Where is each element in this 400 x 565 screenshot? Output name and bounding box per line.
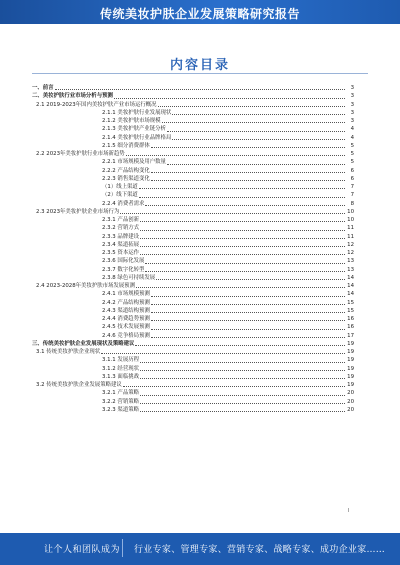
- toc-entry-label: 2.1 2019-2023年国内美妆护肤产业市场运行概况: [36, 101, 157, 108]
- toc-leader-dots: [167, 131, 345, 132]
- toc-entry-label: 2.1.2 美妆护肤市场规模: [102, 118, 161, 124]
- toc-entry[interactable]: [32, 257, 354, 265]
- toc-entry-page: 3: [350, 85, 354, 91]
- toc-leader-dots: [120, 213, 345, 214]
- toc-entry[interactable]: [32, 266, 354, 274]
- toc-entry-label: 3.1.1 发展历程: [102, 357, 139, 364]
- page-number: I: [348, 508, 350, 514]
- toc-entry-page: 20: [347, 398, 354, 405]
- toc-entry-label: 2.4.6 竞争格局预测: [102, 332, 150, 339]
- toc-entry-page: 20: [347, 390, 354, 397]
- toc-entry-page: 17: [347, 332, 354, 339]
- toc-leader-dots: [135, 345, 345, 346]
- toc-divider: [32, 73, 368, 74]
- toc-entry-page: 3: [350, 109, 354, 116]
- toc-entry[interactable]: [32, 340, 354, 348]
- toc-leader-dots: [145, 263, 345, 264]
- toc-entry-label: 2.4.2 产品结构预测: [102, 299, 150, 306]
- toc-heading: 内容目录: [169, 58, 230, 73]
- toc-entry-page: 19: [347, 357, 354, 364]
- toc-entry-page: 3: [350, 101, 354, 108]
- toc-leader-dots: [145, 271, 345, 272]
- footer-slogan-left: 让个人和团队成为: [44, 545, 121, 555]
- toc-entry-label: 2.1.1 美妆护肤行业发展现状: [102, 109, 172, 116]
- toc-leader-dots: [172, 139, 345, 140]
- toc-leader-dots: [140, 395, 345, 396]
- toc-entry-page: 7: [350, 192, 354, 199]
- toc-entry[interactable]: [32, 348, 354, 356]
- toc-entry-label: 2.1.3 美妆护肤产业链分析: [102, 126, 166, 133]
- toc-entry-label: 3.2 传统美妆护肤企业发展策略建议: [36, 382, 122, 388]
- toc-leader-dots: [151, 312, 345, 313]
- toc-entry[interactable]: [32, 282, 354, 290]
- toc-leader-dots: [126, 155, 345, 156]
- toc-entry-label: 2.4.3 渠道结构预测: [102, 307, 150, 314]
- toc-entry-page: 8: [350, 200, 354, 207]
- toc-entry-page: 19: [347, 373, 354, 380]
- toc-entry[interactable]: [32, 315, 354, 323]
- toc-entry-label: 一、前言: [32, 85, 54, 91]
- toc-entry-label: 二、美妆护肤行业市场分析与预测: [32, 93, 113, 100]
- toc-entry-label: 2.2.2 产品结构变化: [102, 167, 150, 174]
- toc-leader-dots: [151, 172, 345, 173]
- toc-leader-dots: [140, 230, 345, 231]
- toc-entry[interactable]: [32, 109, 354, 117]
- toc-entry[interactable]: [32, 200, 354, 208]
- toc-entry[interactable]: [32, 241, 354, 249]
- toc-leader-dots: [136, 287, 345, 288]
- toc-leader-dots: [167, 164, 345, 165]
- toc-entry-label: 2.4 2023-2028年美妆护肤市场发展预测: [36, 283, 135, 289]
- toc-entry[interactable]: [32, 290, 354, 298]
- toc-entry[interactable]: [32, 191, 354, 199]
- toc-leader-dots: [140, 403, 345, 404]
- toc-entry[interactable]: [32, 92, 354, 100]
- toc-entry-page: 13: [347, 266, 354, 273]
- toc-entry-label: 3.2.1 产品策略: [102, 390, 139, 397]
- toc-entry-label: 3.1.2 经营现状: [102, 365, 139, 372]
- toc-entry-label: 2.4.1 市场规模预测: [102, 291, 150, 298]
- toc-entry[interactable]: [32, 274, 354, 282]
- toc-entry[interactable]: [32, 224, 354, 232]
- toc-entry-page: 11: [347, 225, 354, 232]
- toc-entry-page: 15: [347, 299, 354, 306]
- toc-entry[interactable]: [32, 84, 354, 92]
- toc-entry[interactable]: [32, 356, 354, 364]
- toc-entry-page: 14: [347, 291, 354, 298]
- toc-leader-dots: [139, 197, 345, 198]
- toc-leader-dots: [140, 362, 345, 363]
- toc-entry-page: 10: [347, 208, 354, 215]
- toc-leader-dots: [151, 337, 345, 338]
- toc-leader-dots: [140, 238, 345, 239]
- toc-entry-label: 2.3.8 绿色可持续发展: [102, 274, 156, 281]
- toc-leader-dots: [151, 147, 345, 148]
- toc-entry[interactable]: [32, 249, 354, 257]
- toc-entry[interactable]: [32, 299, 354, 307]
- toc-leader-dots: [140, 370, 345, 371]
- toc-leader-dots: [140, 221, 345, 222]
- toc-entry[interactable]: [32, 373, 354, 381]
- toc-leader-dots: [139, 188, 345, 189]
- toc-entry[interactable]: [32, 216, 354, 224]
- toc-entry[interactable]: [32, 233, 354, 241]
- toc-entry[interactable]: [32, 406, 354, 414]
- toc-list: [32, 84, 354, 414]
- toc-entry-page: 5: [350, 159, 354, 166]
- toc-entry-page: 19: [347, 349, 354, 355]
- toc-entry[interactable]: [32, 101, 354, 109]
- toc-entry-label: 2.3.4 渠道拓展: [102, 241, 139, 248]
- toc-entry[interactable]: [32, 175, 354, 183]
- toc-entry-label: 2.3.5 资本运作: [102, 250, 139, 256]
- toc-entry-page: 12: [347, 241, 354, 248]
- toc-entry-page: 16: [347, 324, 354, 331]
- toc-entry-page: 4: [350, 134, 354, 141]
- toc-entry-label: 2.3.2 营销方式: [102, 225, 139, 232]
- toc-entry-page: 15: [347, 307, 354, 314]
- toc-entry[interactable]: [32, 389, 354, 397]
- toc-entry-label: 3.2.3 渠道策略: [102, 406, 139, 413]
- footer-slogan-right: 行业专家、管理专家、营销专家、战略专家、成功企业家……: [134, 545, 386, 555]
- toc-entry[interactable]: [32, 167, 354, 175]
- footer-divider: [122, 539, 123, 557]
- toc-entry[interactable]: [32, 332, 354, 340]
- toc-entry-page: 6: [350, 175, 354, 182]
- toc-entry[interactable]: [32, 398, 354, 406]
- toc-entry-page: 20: [347, 406, 354, 413]
- toc-entry[interactable]: [32, 150, 354, 158]
- toc-entry-label: 2.1.4 美妆护肤行业品牌格局: [102, 134, 172, 141]
- toc-leader-dots: [101, 353, 345, 354]
- toc-entry-page: 12: [347, 250, 354, 256]
- toc-entry-page: 5: [350, 142, 354, 149]
- toc-leader-dots: [140, 254, 345, 255]
- toc-leader-dots: [140, 378, 345, 379]
- toc-entry-page: 3: [350, 118, 354, 124]
- toc-leader-dots: [114, 98, 345, 99]
- header-banner: [0, 0, 400, 24]
- toc-entry-label: 2.3.1 产品创新: [102, 217, 139, 223]
- toc-leader-dots: [162, 122, 345, 123]
- toc-entry-page: 19: [347, 382, 354, 388]
- toc-leader-dots: [55, 89, 345, 90]
- toc-entry[interactable]: [32, 307, 354, 315]
- toc-leader-dots: [140, 246, 345, 247]
- toc-leader-dots: [151, 296, 345, 297]
- footer-banner: [0, 533, 400, 565]
- toc-entry-page: 3: [350, 93, 354, 100]
- toc-entry-page: 7: [350, 184, 354, 190]
- toc-leader-dots: [140, 411, 345, 412]
- toc-leader-dots: [151, 329, 345, 330]
- toc-entry-page: 4: [350, 126, 354, 133]
- toc-entry-page: 16: [347, 316, 354, 322]
- toc-entry-page: 11: [347, 233, 354, 240]
- toc-entry[interactable]: [32, 208, 354, 216]
- toc-entry-label: 2.2.4 消费者需求: [102, 200, 145, 207]
- toc-leader-dots: [145, 205, 345, 206]
- toc-entry[interactable]: [32, 365, 354, 373]
- toc-entry-page: 13: [347, 258, 354, 265]
- toc-entry-page: 19: [347, 340, 354, 347]
- toc-leader-dots: [151, 320, 345, 321]
- toc-entry-page: 14: [347, 283, 354, 289]
- toc-entry[interactable]: [32, 323, 354, 331]
- toc-leader-dots: [156, 279, 345, 280]
- toc-entry-label: 2.4.5 技术发展预测: [102, 324, 150, 331]
- toc-entry[interactable]: [32, 142, 354, 150]
- toc-entry-label: 3.1 传统美妆护肤企业现状: [36, 349, 101, 355]
- toc-entry-label: （2）线下渠道: [102, 192, 138, 199]
- toc-entry-label: 2.2.1 市场规模及用户数量: [102, 159, 166, 166]
- toc-leader-dots: [151, 304, 345, 305]
- toc-entry-page: 19: [347, 365, 354, 372]
- toc-entry[interactable]: [32, 183, 354, 191]
- toc-entry-label: 3.1.3 面临挑战: [102, 373, 139, 380]
- toc-entry[interactable]: [32, 117, 354, 125]
- toc-entry-label: 三、传统美妆护肤企业发展现状及策略建议: [32, 340, 135, 347]
- toc-entry-page: 10: [347, 217, 354, 223]
- toc-entry[interactable]: [32, 381, 354, 389]
- toc-entry-label: 2.3.6 国际化发展: [102, 258, 145, 265]
- toc-entry-label: 2.4.4 消费趋势预测: [102, 316, 150, 322]
- toc-entry[interactable]: [32, 134, 354, 142]
- report-title: 传统美妆护肤企业发展策略研究报告: [99, 7, 300, 21]
- toc-entry-label: 2.3.3 品牌建设: [102, 233, 139, 240]
- toc-entry[interactable]: [32, 125, 354, 133]
- toc-entry-label: （1）线上渠道: [102, 184, 138, 190]
- toc-leader-dots: [172, 114, 345, 115]
- toc-entry-label: 3.2.2 营销策略: [102, 398, 139, 405]
- toc-entry-label: 2.2.3 销售渠道变化: [102, 175, 150, 182]
- toc-entry-label: 2.1.5 细分消费群体: [102, 142, 150, 149]
- toc-entry[interactable]: [32, 158, 354, 166]
- toc-entry-label: 2.2 2023年美妆护肤行业市场新趋势: [36, 151, 125, 157]
- toc-entry-page: 14: [347, 274, 354, 281]
- toc-leader-dots: [123, 386, 345, 387]
- toc-entry-page: 6: [350, 167, 354, 174]
- toc-leader-dots: [158, 106, 345, 107]
- toc-entry-page: 5: [350, 151, 354, 157]
- toc-entry-label: 2.3 2023年美妆护肤企业市场行为: [36, 208, 120, 215]
- toc-leader-dots: [151, 180, 345, 181]
- toc-entry-label: 2.3.7 数字化转型: [102, 266, 145, 273]
